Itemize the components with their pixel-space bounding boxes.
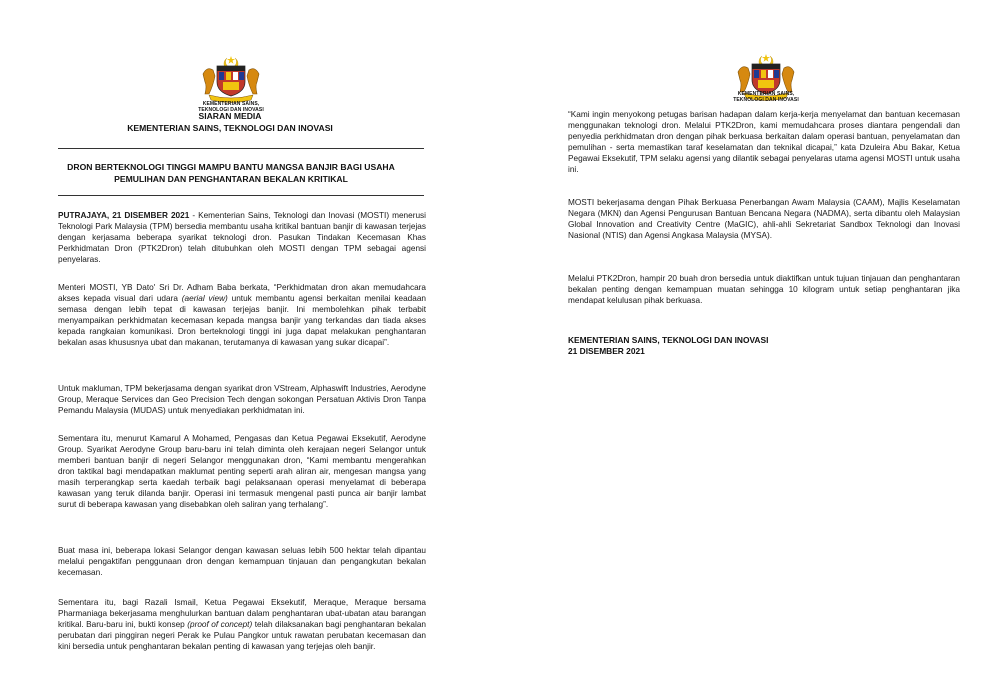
signoff-ministry: KEMENTERIAN SAINS, TEKNOLOGI DAN INOVASI [568,335,769,345]
headline-line1: DRON BERTEKNOLOGI TINGGI MAMPU BANTU MANGSA BANJIR BAGI USAHA [67,162,395,172]
paragraph-1-body: - Kementerian Sains, Teknologi dan Inovasi (MOSTI) menerusi Teknologi Park Malaysia (TPM) bersedia membantu usaha kritikal bantuan banjir di kawasan terjejas dengan kerjasama beberapa syarikat teknologi dron. Pasukan Tindakan Kecemasan Khas Perkhidmatan Dron (PTK2Dron) telah ditubuhkan oleh MOSTI dengan TPM sebagai agensi penyelaras. [58,211,427,264]
paragraph-4: Sementara itu, menurut Kamarul A Mohamed, Pengasas dan Ketua Pegawai Eksekutif, Aerodyne Group. Syarikat Aerodyne Group baru-baru ini telah diminta oleh kerajaan negeri Selangor untuk memberi bantuan banjir di negeri Selangor menggunakan dron, “Kami membantu mengerahkan dron taktikal bagi mendapatkan maklumat penting seperti arah aliran air, mengesan mangsa yang masih terperangkap serta kaedah terbaik bagi pelaksanaan operasi menyelamat di beberapa kawasan yang teruk dilanda banjir. Operasi ini termasuk mengenal pasti punca air banjir lambat surut di beberapa kawasan yang disebabkan oleh saliran yang terhalang”. [58,434,426,509]
paragraph-3: Untuk makluman, TPM bekerjasama dengan syarikat dron VStream, Alphaswift Industries, Aerodyne Group, Meraque Services dan Geo Precision Tech dengan sokongan Persatuan Aktivis Dron Tanpa Pemandu Malaysia (MUDAS) untuk menyediakan perkhidmatan ini. [58,384,426,415]
ministry-logo-text [726,92,806,103]
paragraph-5: Buat masa ini, beberapa lokasi Selangor dengan kawasan seluas lebih 500 hektar telah dipantau melalui pengaktifan penggunaan dron dengan kemampuan tinjauan dan pengangkutan bekalan kecemasan. [58,546,426,577]
ministry-logo-line2: TEKNOLOGI DAN INOVASI [198,106,264,113]
press-release-headline [36,161,426,185]
paragraph-1 [58,210,426,265]
media-release-header [0,106,460,134]
paragraph-7: “Kami ingin menyokong petugas barisan hadapan dalam kerja-kerja menyelamat dan bantuan kecemasan menggunakan teknologi dron. Melalui PTK2Dron, kami memudahcara proses diantara pengendali dan penyedia perkhidmatan dron dengan pihak berkuasa berkaitan dalam operasi bantuan, penyelamatan dan pemulihan - serta memastikan taraf keselamatan dan teknikal dicapai,” kata Dzuleira Abu Bakar, Ketua Pegawai Eksekutif, TPM selaku agensi yang dilantik sebagai penyelaras utama agensi MOSTI untuk usaha ini. [568,110,960,174]
malaysia-coat-of-arms-icon [197,54,265,104]
header-divider-bottom [58,195,424,196]
signoff-date: 21 DISEMBER 2021 [568,346,645,356]
press-release-page-2 [500,0,1003,693]
paragraph-2 [58,282,426,348]
paragraph-8: MOSTI bekerjasama dengan Pihak Berkuasa Penerbangan Awam Malaysia (CAAM), Majlis Keselamatan Negara (MKN) dan Agensi Pengurusan Bantuan Bencana Negara (NADMA), serta dibantu oleh Malaysian Global Innovation and Creativity Centre (MaGIC), ahli-ahli Sekretariat Sandbox Teknologi dan Inovasi Nasional (NTIS) dan Agensi Angkasa Malaysia (MYSA). [568,198,960,240]
paragraph-6 [58,597,426,652]
ministry-logo-line2: TEKNOLOGI DAN INOVASI [733,96,799,103]
paragraph-6-part-a: Sementara itu, bagi Razali Ismail, Ketua Pegawai Eksekutif, Meraque, Meraque bersama Pharmaniaga bekerjasama menghulurkan bantuan dalam penghantaran ubat-ubatan atau barangan kritikal. Baru-baru ini, bukti konsep [58,598,426,629]
paragraph-2-part-b: untuk membantu agensi berkaitan menilai keadaan semasa dengan lebih tepat di kawasan terjejas banjir. Ini membolehkan pihak terbabit menyampaikan perkhidmatan kecemasan kepada mangsa banjir yang terkandas dan tiada akses kepada rangkaian komunikasi. Dron berteknologi tinggi ini juga dapat melakukan penghantaran bekalan asas khususnya ubat dan makanan, terutamanya di kawasan yang sukar dicapai”. [58,294,427,347]
headline-line2: PEMULIHAN DAN PENGHANTARAN BEKALAN KRITIKAL [114,174,348,184]
header-label: SIARAN MEDIA [198,111,262,121]
dateline: PUTRAJAYA, 21 DISEMBER 2021 [58,211,190,220]
header-divider-top [58,148,424,149]
ministry-logo-line1: KEMENTERIAN SAINS, [202,101,260,107]
ministry-logo-line1: KEMENTERIAN SAINS, [737,91,795,97]
paragraph-9: Melalui PTK2Dron, hampir 20 buah dron bersedia untuk diaktifkan untuk tujuan tinjauan dan penghantaran bekalan penting dengan kemampuan muatan sehingga 10 kilogram untuk setiap penghantaran jika mendapat kelulusan pihak berkuasa. [568,274,960,305]
paragraph-2-part-a: Menteri MOSTI, YB Dato' Sri Dr. Adham Baba berkata, “Perkhidmatan dron akan memudahcara akses kepada visual dari udara [58,283,426,303]
header-ministry: KEMENTERIAN SAINS, TEKNOLOGI DAN INOVASI [127,123,333,133]
paragraph-6-part-b: telah dilaksanakan bagi penghantaran bekalan perubatan dari pinggiran negeri Perak ke Pulau Pangkor untuk rawatan perubatan kecemasan dan kini bersedia untuk penghantaran bekalan penting di kawasan yang terjejas oleh banjir. [58,620,426,651]
press-release-page-1 [0,0,460,693]
paragraph-2-italic: (aerial view) [181,294,228,303]
paragraph-6-italic: (proof of concept) [187,620,253,629]
signoff-block [568,335,768,357]
